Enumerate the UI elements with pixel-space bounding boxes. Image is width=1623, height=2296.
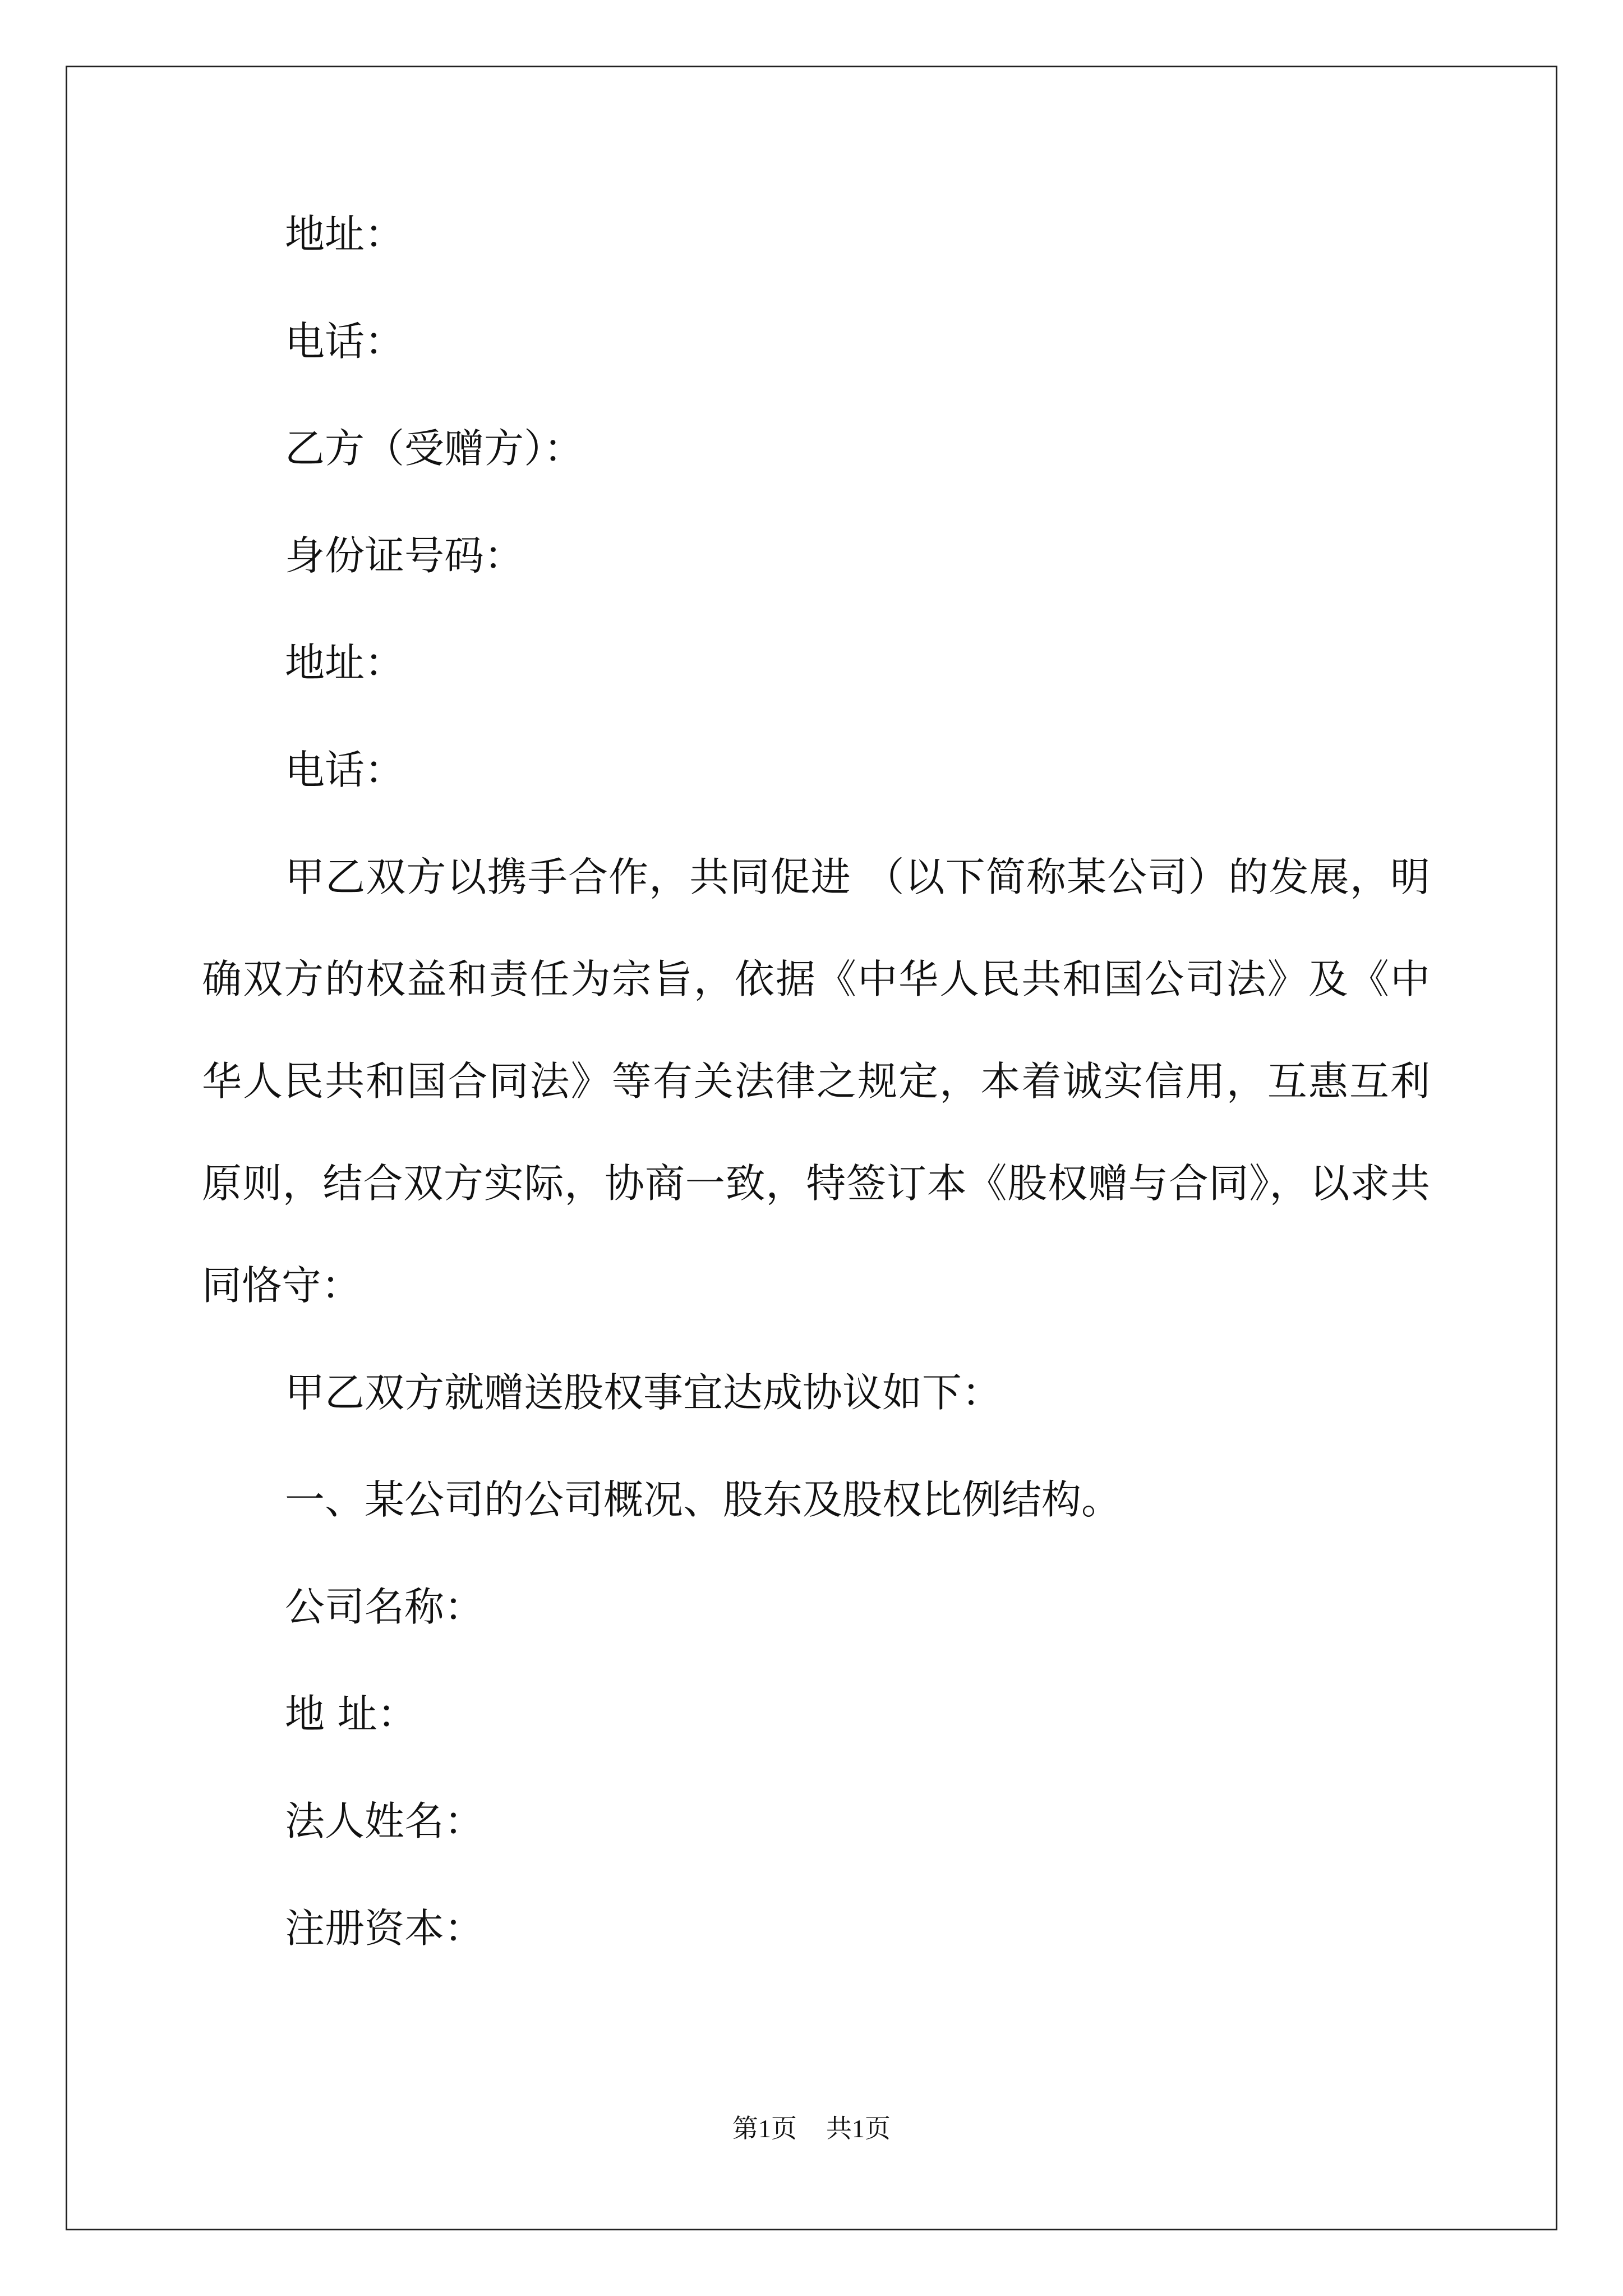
- agreement-intro-line: 甲乙双方就赠送股权事宜达成协议如下：: [285, 1369, 1002, 1416]
- page-total: 共1页: [826, 2114, 891, 2143]
- party-a-phone-label: 电话：: [285, 318, 405, 365]
- section-one-heading: 一、某公司的公司概况、股东及股权比例结构。: [285, 1476, 1122, 1523]
- document-body: [202, 208, 1430, 2009]
- party-b-heading: 乙方（受赠方）：: [285, 425, 584, 472]
- party-a-address-label: 地址：: [285, 211, 405, 257]
- company-name-label: 公司名称：: [285, 1584, 485, 1630]
- registered-capital-label: 注册资本：: [285, 1905, 485, 1952]
- party-b-phone-label: 电话：: [285, 747, 405, 793]
- party-b-address-label: 地址：: [285, 639, 405, 686]
- legal-representative-label: 法人姓名：: [285, 1798, 485, 1844]
- party-b-id-number-label: 身份证号码：: [285, 532, 524, 579]
- preamble-paragraph: 甲乙双方以携手合作，共同促进 （以下简称某公司）的发展，明确双方的权益和责任为宗旨，依据《中华人民共和国公司法》及《中华人民共和国合同法》等有关法律之规定，本着诚实信用，互惠互利原则，结合双方实际，协商一致，特签订本《股权赠与合同》，以求共同恪守：: [202, 854, 1430, 1309]
- page-footer: [0, 2113, 1623, 2145]
- company-address-label: 地 址：: [285, 1691, 417, 1737]
- page-number: 第1页: [732, 2114, 797, 2143]
